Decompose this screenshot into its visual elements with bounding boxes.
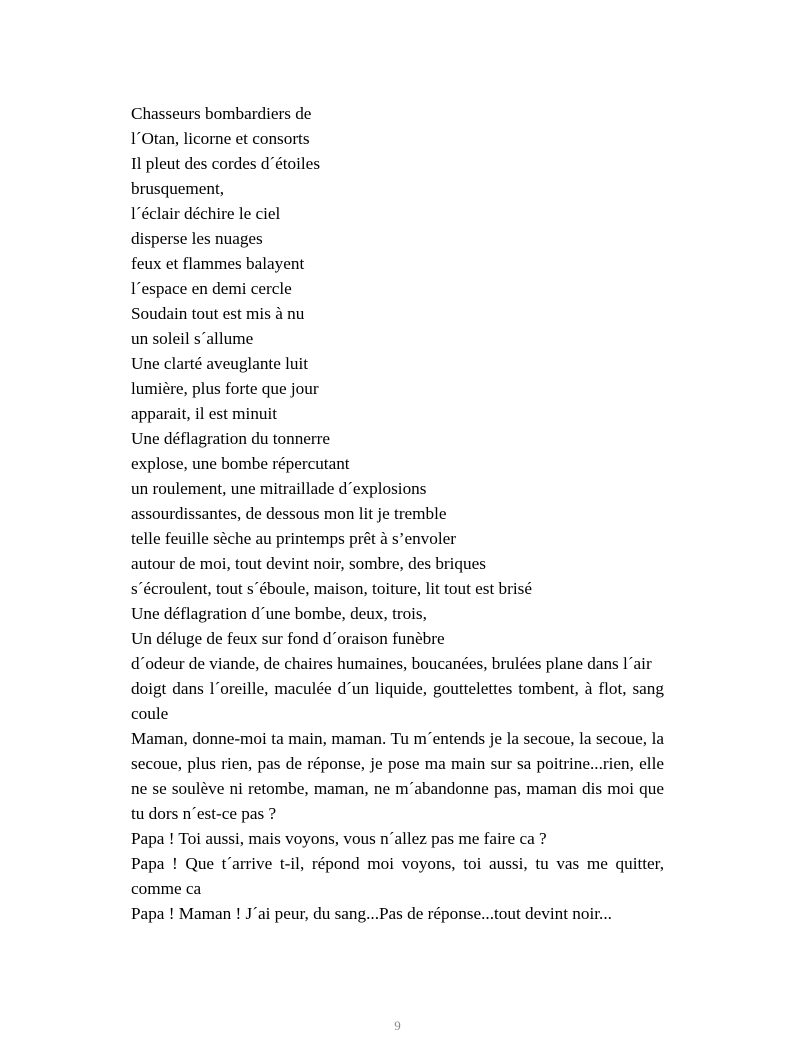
poem-line: brusquement, [131, 179, 225, 198]
poem-line: s´écroulent, tout s´éboule, maison, toiture, lit tout est brisé [131, 579, 532, 598]
poem-line: Chasseurs bombardiers de [131, 104, 312, 123]
poem-paragraph: Papa ! Maman ! J´ai peur, du sang...Pas de réponse...tout devint noir... [131, 904, 612, 923]
poem-line: Soudain tout est mis à nu [131, 304, 305, 323]
poem-line: l´espace en demi cercle [131, 279, 292, 298]
poem-paragraph: Papa ! Que t´arrive t-il, répond moi voyons, toi aussi, tu vas me quitter, comme ca [131, 854, 664, 898]
poem-line: un soleil s´allume [131, 329, 254, 348]
poem-line: Il pleut des cordes d´étoiles [131, 154, 321, 173]
poem-line: explose, une bombe répercutant [131, 454, 350, 473]
poem-line: apparait, il est minuit [131, 404, 278, 423]
page-number: 9 [394, 1018, 401, 1033]
poem-line: disperse les nuages [131, 229, 263, 248]
poem-line: autour de moi, tout devint noir, sombre, des briques [131, 554, 486, 573]
poem-line: un roulement, une mitraillade d´explosions [131, 479, 427, 498]
poem-line: Une clarté aveuglante luit [131, 354, 309, 373]
poem-line: l´Otan, licorne et consorts [131, 129, 310, 148]
poem-line: Une déflagration d´une bombe, deux, trois, [131, 604, 427, 623]
poem-paragraph: d´odeur de viande, de chaires humaines, boucanées, brulées plane dans l´air [131, 654, 652, 673]
poem-line: lumière, plus forte que jour [131, 379, 319, 398]
poem-line: assourdissantes, de dessous mon lit je tremble [131, 504, 447, 523]
poem-paragraph: Maman, donne-moi ta main, maman. Tu m´entends je la secoue, la secoue, la secoue, plus rien, pas de réponse, je pose ma main sur sa poitrine...rien, elle ne se soulève ni retombe, maman, ne m´abandonne pas, maman dis moi que tu dors n´est-ce pas ? [131, 729, 664, 823]
poem-text [131, 101, 664, 926]
poem-line: telle feuille sèche au printemps prêt à s’envoler [131, 529, 456, 548]
poem-line: Un déluge de feux sur fond d´oraison funèbre [131, 629, 445, 648]
poem-line: Une déflagration du tonnerre [131, 429, 331, 448]
poem-paragraph: Papa ! Toi aussi, mais voyons, vous n´allez pas me faire ca ? [131, 829, 547, 848]
poem-line: l´éclair déchire le ciel [131, 204, 281, 223]
poem-paragraph: doigt dans l´oreille, maculée d´un liquide, gouttelettes tombent, à flot, sang coule [131, 679, 664, 723]
poem-line: feux et flammes balayent [131, 254, 305, 273]
